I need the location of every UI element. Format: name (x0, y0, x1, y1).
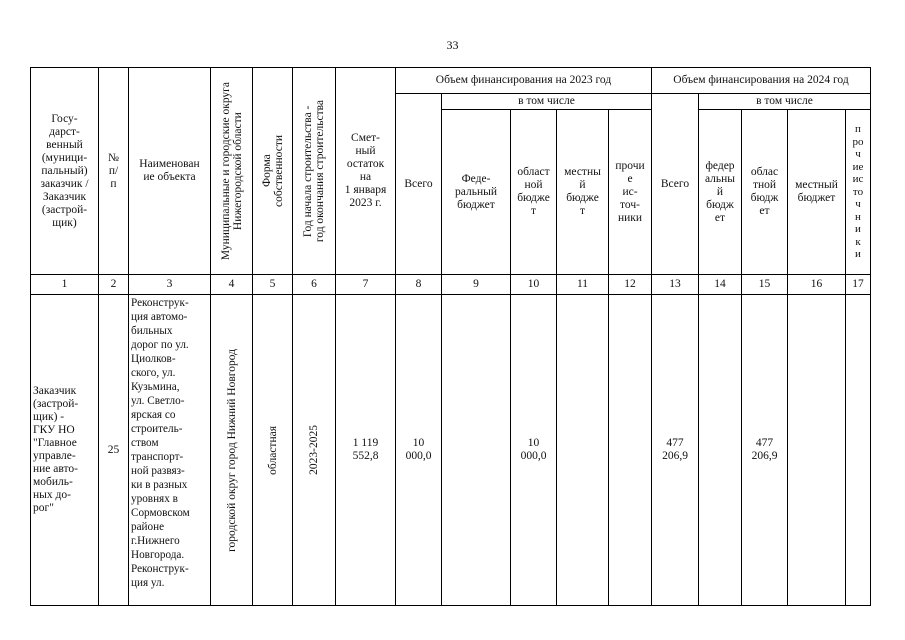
header-financing-2024: Объем финансирования на 2024 год (652, 68, 871, 94)
row-customer: Заказчик (застрой- щик) - ГКУ НО "Главное управле- ние авто- мобиль- ных до- рог" (31, 295, 99, 606)
header-years-cell (293, 68, 336, 275)
row-ownership-cell (253, 295, 293, 606)
header-including-2023: в том числе (442, 94, 652, 110)
column-number: 9 (442, 275, 511, 295)
column-number: 3 (129, 275, 211, 295)
page-number: 33 (446, 38, 459, 52)
header-other-2023: прочи е ис- точ- ники (609, 110, 652, 275)
row-regional-2023: 10 000,0 (511, 295, 557, 606)
row-number: 25 (99, 295, 129, 606)
column-number: 10 (511, 275, 557, 295)
header-object-name: Наименован ие объекта (129, 68, 211, 275)
row-years-cell (293, 295, 336, 606)
header-total-2023: Всего (396, 94, 442, 275)
header-estimate: Смет- ный остаток на 1 января 2023 г. (336, 68, 396, 275)
financing-table (30, 67, 871, 606)
row-object-name: Реконструк- ция автомо- бильных дорог по ул. Циолков- ского, ул. Кузьмина, ул. Светло- ярская со строитель- ством транспорт- ной развяз- ки в разных уровнях в Сормовском районе г.Нижнего Новгорода. Реконструк- ция ул. (129, 295, 211, 606)
header-ownership: Форма собственности (260, 135, 285, 207)
row-regional-2024: 477 206,9 (742, 295, 788, 606)
row-local-2024 (788, 295, 846, 606)
header-ownership-cell (253, 68, 293, 275)
row-years: 2023-2025 (308, 425, 320, 475)
header-total-2024: Всего (652, 94, 699, 275)
row-total-2023: 10 000,0 (396, 295, 442, 606)
header-municipality-cell (211, 68, 253, 275)
column-number: 12 (609, 275, 652, 295)
column-number: 2 (99, 275, 129, 295)
column-number: 16 (788, 275, 846, 295)
header-number: № п/ п (99, 68, 129, 275)
header-financing-2023: Объем финансирования на 2023 год (396, 68, 652, 94)
header-regional-2024: облас тной бюдж ет (742, 110, 788, 275)
row-other-2023 (609, 295, 652, 606)
header-federal-2023: Феде- ральный бюджет (442, 110, 511, 275)
row-estimate: 1 119 552,8 (336, 295, 396, 606)
header-years: Год начала строительства - год окончания строительства (302, 99, 326, 243)
column-number: 14 (699, 275, 742, 295)
row-other-2024 (846, 295, 871, 606)
column-number: 1 (31, 275, 99, 295)
column-number-row (31, 275, 871, 295)
header-municipality: Муниципальные и городские округа Нижегородской области (219, 81, 244, 261)
row-local-2023 (557, 295, 609, 606)
column-number: 11 (557, 275, 609, 295)
header-regional-2023: област ной бюдже т (511, 110, 557, 275)
column-number: 8 (396, 275, 442, 295)
row-municipality-cell (211, 295, 253, 606)
column-number: 6 (293, 275, 336, 295)
header-local-2024: местный бюджет (788, 110, 846, 275)
row-federal-2024 (699, 295, 742, 606)
header-local-2023: местны й бюдже т (557, 110, 609, 275)
row-total-2024: 477 206,9 (652, 295, 699, 606)
header-including-2024: в том числе (699, 94, 871, 110)
column-number: 13 (652, 275, 699, 295)
header-customer: Госу- дарст- венный (муници- пальный) заказчик / Заказчик (застрой- щик) (31, 68, 99, 275)
table-row (31, 295, 871, 606)
row-municipality: городской округ город Нижний Новгород (225, 348, 238, 552)
column-number: 5 (253, 275, 293, 295)
header-other-2024: п ро ч ие ис то ч н и к и (846, 110, 871, 275)
column-number: 17 (846, 275, 871, 295)
header-federal-2024: федер альны й бюдж ет (699, 110, 742, 275)
column-number: 7 (336, 275, 396, 295)
column-number: 4 (211, 275, 253, 295)
row-federal-2023 (442, 295, 511, 606)
column-number: 15 (742, 275, 788, 295)
row-ownership: областная (266, 425, 279, 475)
